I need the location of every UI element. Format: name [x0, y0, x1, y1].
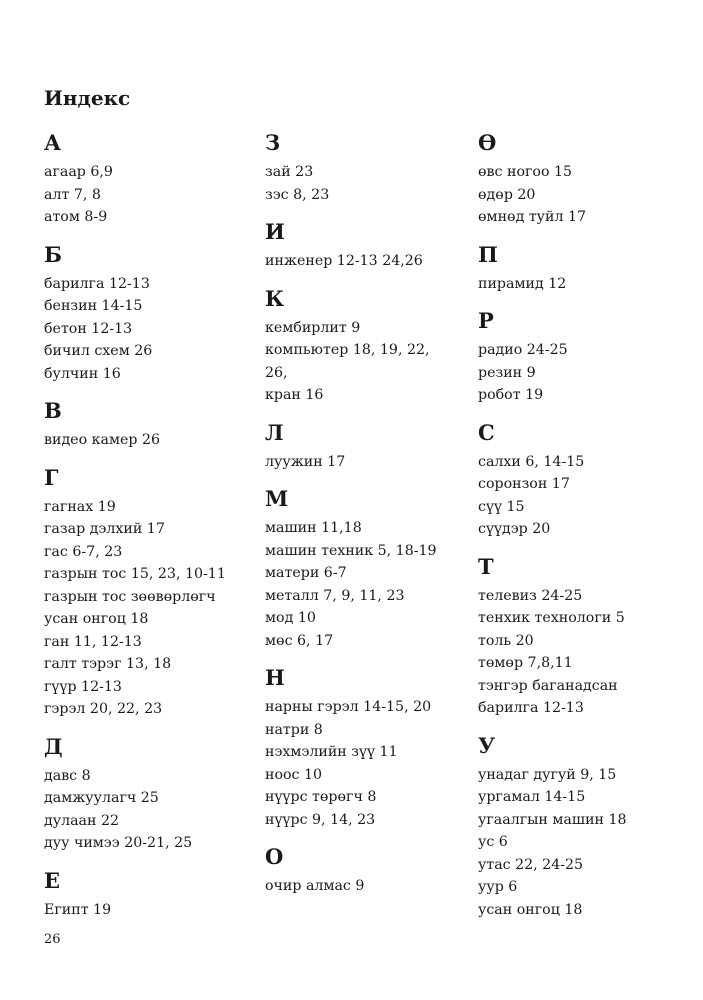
index-section	[265, 130, 475, 206]
section-letter: О	[265, 844, 284, 869]
page-number: 26	[44, 932, 61, 947]
index-entry: нарны гэрэл 14-15, 20	[265, 699, 432, 715]
index-entry: машин 11,18	[265, 520, 362, 536]
index-entry: барилга 12-13	[478, 700, 584, 716]
index-section	[478, 554, 688, 720]
index-entry: дуу чимээ 20-21, 25	[44, 835, 193, 851]
index-section	[478, 308, 688, 407]
index-entry: кран 16	[265, 387, 324, 403]
section-letter: Н	[265, 665, 285, 690]
section-letter: Ө	[478, 130, 497, 155]
index-section	[44, 130, 254, 229]
index-section	[265, 420, 475, 474]
index-entry: бетон 12-13	[44, 320, 133, 337]
section-letter: Б	[44, 241, 62, 267]
index-entry: Египт 19	[44, 901, 112, 918]
index-entry: машин техник 5, 18-19	[265, 542, 437, 559]
index-section	[478, 130, 688, 229]
index-entry: булчин 16	[44, 365, 121, 382]
index-entry: ноос 10	[265, 766, 323, 783]
index-entry: уур 6	[478, 879, 518, 895]
index-entry: нүүрс төрөгч 8	[265, 789, 377, 805]
index-entry: атом 8-9	[44, 209, 108, 225]
index-entry: утас 22, 24-25	[478, 856, 584, 873]
index-entry: барилга 12-13	[44, 275, 150, 292]
index-section	[265, 286, 475, 407]
index-entry: төмөр 7,8,11	[478, 655, 573, 671]
index-section	[265, 219, 475, 273]
section-letter: Д	[44, 733, 63, 759]
index-entry: усан онгоц 18	[44, 611, 149, 627]
index-entry: пирамид 12	[478, 275, 567, 292]
index-column-3	[478, 130, 688, 934]
index-entry: 26,	[265, 364, 288, 381]
index-entry: соронзон 17	[478, 476, 570, 492]
index-entry: матери 6-7	[265, 565, 347, 581]
page-title: Индекс	[44, 86, 131, 110]
section-letter: Р	[478, 308, 494, 333]
index-entry: гас 6-7, 23	[44, 543, 123, 560]
index-entry: давс 8	[44, 767, 91, 784]
index-entry: гэрэл 20, 22, 23	[44, 701, 163, 717]
section-letter: Е	[44, 867, 61, 893]
index-section	[478, 242, 688, 296]
index-entry: радио 24-25	[478, 342, 568, 358]
index-entry: мөс 6, 17	[265, 632, 334, 649]
index-entry: кембирлит 9	[265, 319, 361, 336]
index-section	[265, 844, 475, 898]
section-letter: Л	[265, 419, 284, 445]
index-entry: дамжуулагч 25	[44, 790, 159, 806]
index-entry: мод 10	[265, 610, 316, 626]
index-section	[44, 242, 254, 386]
index-section	[265, 665, 475, 831]
index-entry: видео камер 26	[44, 432, 161, 448]
index-entry: агаар 6,9	[44, 164, 113, 180]
index-entry: алт 7, 8	[44, 186, 101, 203]
index-section	[44, 734, 254, 855]
index-column-1	[44, 130, 254, 934]
section-letter: Т	[478, 553, 494, 579]
index-entry: сүүдэр 20	[478, 521, 551, 537]
index-section	[44, 465, 254, 721]
index-entry: салхи 6, 14-15	[478, 453, 585, 470]
index-entry: резин 9	[478, 364, 536, 381]
section-letter: У	[478, 732, 496, 758]
index-column-2	[265, 130, 475, 911]
index-entry: зай 23	[265, 164, 314, 180]
index-entry: өмнөд туйл 17	[478, 209, 587, 225]
index-entry: өвс ногоо 15	[478, 164, 573, 180]
index-entry: ус 6	[478, 834, 508, 850]
index-entry: газрын тос зөөвөрлөгч	[44, 588, 216, 605]
index-entry: унадаг дугуй 9, 15	[478, 766, 617, 783]
index-entry: өдөр 20	[478, 186, 536, 203]
index-entry: телевиз 24-25	[478, 587, 583, 604]
section-letter: З	[265, 130, 281, 155]
index-entry: нэхмэлийн зүү 11	[265, 744, 398, 760]
index-entry: металл 7, 9, 11, 23	[265, 587, 405, 604]
index-entry: сүү 15	[478, 498, 525, 515]
section-letter: В	[44, 398, 62, 423]
index-entry: ургамал 14-15	[478, 789, 586, 805]
section-letter: М	[265, 486, 289, 511]
index-entry: гагнах 19	[44, 498, 116, 515]
index-entry: бензин 14-15	[44, 298, 143, 314]
index-entry: ган 11, 12-13	[44, 633, 142, 650]
index-entry: луужин 17	[265, 453, 346, 470]
index-entry: тэнгэр баганадсан	[478, 677, 618, 694]
index-entry: нүүрс 9, 14, 23	[265, 811, 376, 828]
index-section	[478, 733, 688, 922]
index-entry: толь 20	[478, 632, 534, 649]
index-entry: очир алмас 9	[265, 878, 365, 894]
index-section	[265, 486, 475, 652]
index-entry: усан онгоц 18	[478, 901, 583, 918]
index-section	[478, 420, 688, 541]
index-section	[44, 398, 254, 452]
index-entry: газрын тос 15, 23, 10-11	[44, 566, 226, 582]
index-entry: натри 8	[265, 721, 323, 738]
section-letter: С	[478, 419, 495, 445]
index-entry: дулаан 22	[44, 812, 120, 829]
index-entry: инженер 12-13 24,26	[265, 253, 423, 269]
section-letter: Г	[44, 464, 59, 490]
section-letter: А	[44, 130, 62, 155]
index-entry: тенхик технологи 5	[478, 610, 625, 626]
index-entry: компьютер 18, 19, 22,	[265, 342, 430, 358]
index-entry: робот 19	[478, 387, 544, 403]
index-entry: зэс 8, 23	[265, 186, 330, 203]
index-entry: галт тэрэг 13, 18	[44, 656, 172, 672]
index-section	[44, 868, 254, 922]
index-entry: газар дэлхий 17	[44, 521, 165, 537]
section-letter: И	[265, 219, 285, 244]
index-entry: угаалгын машин 18	[478, 811, 627, 828]
section-letter: П	[478, 241, 498, 267]
index-entry: гүүр 12-13	[44, 678, 122, 695]
index-entry: бичил схем 26	[44, 343, 153, 359]
section-letter: К	[265, 285, 285, 311]
